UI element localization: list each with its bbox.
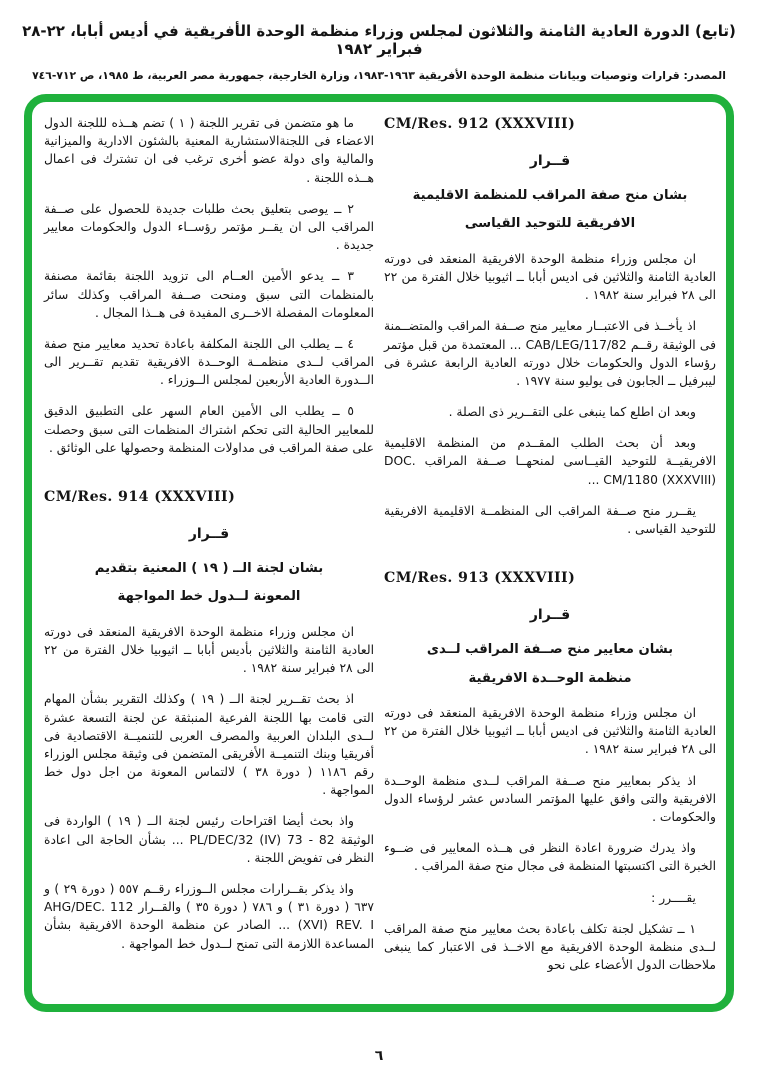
green-border-frame xyxy=(24,94,734,1012)
header-session-title: (تابع) الدورة العادية الثامنة والثلاثون لمجلس وزراء منظمة الوحدة الأفريقية في أديس أبابا، ٢٢-٢٨ فبراير ١٩٨٢ xyxy=(22,22,736,58)
paragraph: واذ يذكر بقــرارات مجلس الــوزراء رقــم ٥٥٧ ( دورة ٢٩ ) و ٦٣٧ ( دورة ٣١ ) و ٧٨٦ ( دورة ٣٥ ) والقــرار AHG/DEC. 112 (XVI) REV. I ... الصادر عن منظمة الوحدة الافريقية بشأن المساعدة اللازمة التى تمنح لــدول خط المواجهة . xyxy=(44,882,375,951)
paragraph: واذ بحث أيضا اقتراحات رئيس لجنة الــ ( ١٩ ) الواردة فى الوثيقة PL/DEC/32 (IV) 73 - 82 ... بشأن الحاجة الى اعادة النظر فى تفويض اللجنة . xyxy=(44,814,374,865)
paragraph: اذ يذكر بمعايير منح صــفة المراقب لــدى منظمة الوحــدة الافريقية والتى وافق عليها المؤتمر السادس عشر لرؤساء الدول والحكومات . xyxy=(384,773,716,824)
paragraph: وبعد ان اطلع كما ينبغى على التقــرير ذى الصلة . xyxy=(448,405,696,420)
paragraph: وبعد أن بحث الطلب المقــدم من المنظمة الاقليمية الافريقيــة للتوحيد القيــاسى لمنحهــا صــفة المراقب DOC. CM/1180 (XXXVIII) ... xyxy=(384,436,716,487)
header-source-line: المصدر: قرارات وتوصيات وبيانات منظمة الوحدة الأفريقية ١٩٦٣-١٩٨٣، وزارة الخارجية، جمهورية مصر العربية، ط ١٩٨٥، ص ٧١٢-٧٤٦ xyxy=(32,69,726,82)
resolution-subtitle-914-line1: بشان لجنة الــ ( ١٩ ) المعنية بتقديم xyxy=(94,560,324,576)
resolution-ref-914: CM/Res. 914 (XXXVIII) xyxy=(44,489,236,505)
resolution-subtitle-912-line1: بشان منح صفة المراقب للمنظمة الاقليمية xyxy=(412,187,688,203)
paragraph: ما هو متضمن فى تقرير اللجنة ( ١ ) تضم هــذه لللجنة الدول الاعضاء فى اللجنةالاستشارية المعنية بالشئون الادارية والميزانية والمالية واى دولة عضو أخرى ترغب فى ان تشترك فى اعمال هــذه اللجنة . xyxy=(44,116,374,185)
paragraph: ان مجلس وزراء منظمة الوحدة الافريقية المنعقد فى دورته العادية الثامنة والثلاثين بأديس أبابا ــ اثيوبيا خلال الفترة من ٢٢ الى ٢٨ فبراير سنة ١٩٨٢ . xyxy=(44,624,374,676)
paragraph: ١ ــ تشكيل لجنة تكلف باعادة بحث معايير منح صفة المراقب لــدى منظمة الوحدة الافريقية مع الاخــذ فى الاعتبار كما ينبغى ملاحظات الدول الأعضاء على نحو xyxy=(384,921,716,973)
resolution-title-914: قــرار xyxy=(188,526,230,543)
paragraph: ان مجلس وزراء منظمة الوحدة الافريقية المنعقد فى دورته العادية الثامنة والثلاثين فى اديس أبابا ــ اثيوبيا خلال الفترة من ٢٢ الى ٢٨ فبراير سنة ١٩٨٢ . xyxy=(384,251,716,303)
page-number: ٦ xyxy=(374,1048,384,1064)
resolution-title-913: قــرار xyxy=(529,607,571,624)
paragraph: واذ يدرك ضرورة اعادة النظر فى هــذه المعايير فى ضــوء الخبرة التى اكتسبتها المنظمة فى مجال منح صفة المراقب . xyxy=(384,841,716,874)
page-header xyxy=(0,22,758,82)
paragraph: يقــــرر : xyxy=(651,890,696,905)
resolution-subtitle-914-line2: المعونة لــدول خط المواجهة xyxy=(117,589,301,605)
paragraph: اذ يأخــذ فى الاعتبــار معايير منح صــفة المراقب والمتضــمنة فى الوثيقة رقــم CAB/LEG/117/82 ... المعتمدة من قبل مؤتمر رؤساء الدول والحكومات خلال دورته العادية الرابعة عشرة فى ليبرفيل ــ الجابون فى يوليو سنة ١٩٧٧ . xyxy=(384,319,716,388)
resolution-ref-912: CM/Res. 912 (XXXVIII) xyxy=(384,116,576,132)
paragraph: ٢ ــ يوصى بتعليق بحث طلبات جديدة للحصول على صــفة المراقب الى ان يقــر مؤتمر رؤســاء الدول والحكومات معايير جديدة . xyxy=(44,201,374,253)
paragraph: ٤ ــ يطلب الى اللجنة المكلفة باعادة تحديد معايير منح صفة المراقب لــدى منظمــة الوحــدة الافريقية تقديم تقــرير الى الــدورة العادية الأربعين لمجلس الــوزراء . xyxy=(44,336,374,388)
paragraph: ٣ ــ يدعو الأمين العــام الى تزويد اللجنة بقائمة مصنفة بالمنظمات التى سبق ومنحت صــفة المراقب وكذلك سائر المعلومات المفصلة الاخــرى المفيدة فى هــذا المجال . xyxy=(44,269,374,320)
resolution-subtitle-913-line2: منظمة الوحــدة الافريقية xyxy=(468,670,632,686)
resolution-ref-913: CM/Res. 913 (XXXVIII) xyxy=(384,570,576,587)
resolution-subtitle-912-line2: الافريقية للتوحيد القياسى xyxy=(464,216,636,232)
resolution-title-912: قــرار xyxy=(529,153,571,170)
paragraph: ٥ ــ يطلب الى الأمين العام السهر على التطبيق الدقيق للمعايير الحالية التى تحكم اشتراك المنظمات التى سبق وحصلت على صفة المراقب فى مداولات المنظمة وحصولها على الوثائق . xyxy=(44,404,374,455)
resolution-subtitle-913-line1: بشان معايير منح صــفة المراقب لــدى xyxy=(426,641,674,657)
column-left xyxy=(44,114,374,966)
paragraph: ان مجلس وزراء منظمة الوحدة الافريقية المنعقد فى دورته العادية الثامنة والثلاثين فى اديس أبابا ــ اثيوبيا خلال الفترة من ٢٢ الى ٢٨ فبراير سنة ١٩٨٢ . xyxy=(384,706,716,757)
column-right xyxy=(384,114,716,987)
paragraph: يقــرر منح صــفة المراقب الى المنظمــة الاقليمية الافريقية للتوحيد القياسى . xyxy=(384,503,716,537)
paragraph: اذ بحث تقــرير لجنة الــ ( ١٩ ) وكذلك التقرير بشأن المهام التى قامت بها اللجنة الفرعية المنبثقة عن لجنة التسعة عشرة لــدى البلدان العربية والمصرف العربى للتنميــة الاقتصادية فى أفريقيا وبنك التنميــة الأفريقى المتضمن فى وثيقة مجلس الوزراء رقم ١١٨٦ ( دورة ٣٨ ) لالتماس المعونة من اجل دول خط المواجهة . xyxy=(44,692,374,798)
